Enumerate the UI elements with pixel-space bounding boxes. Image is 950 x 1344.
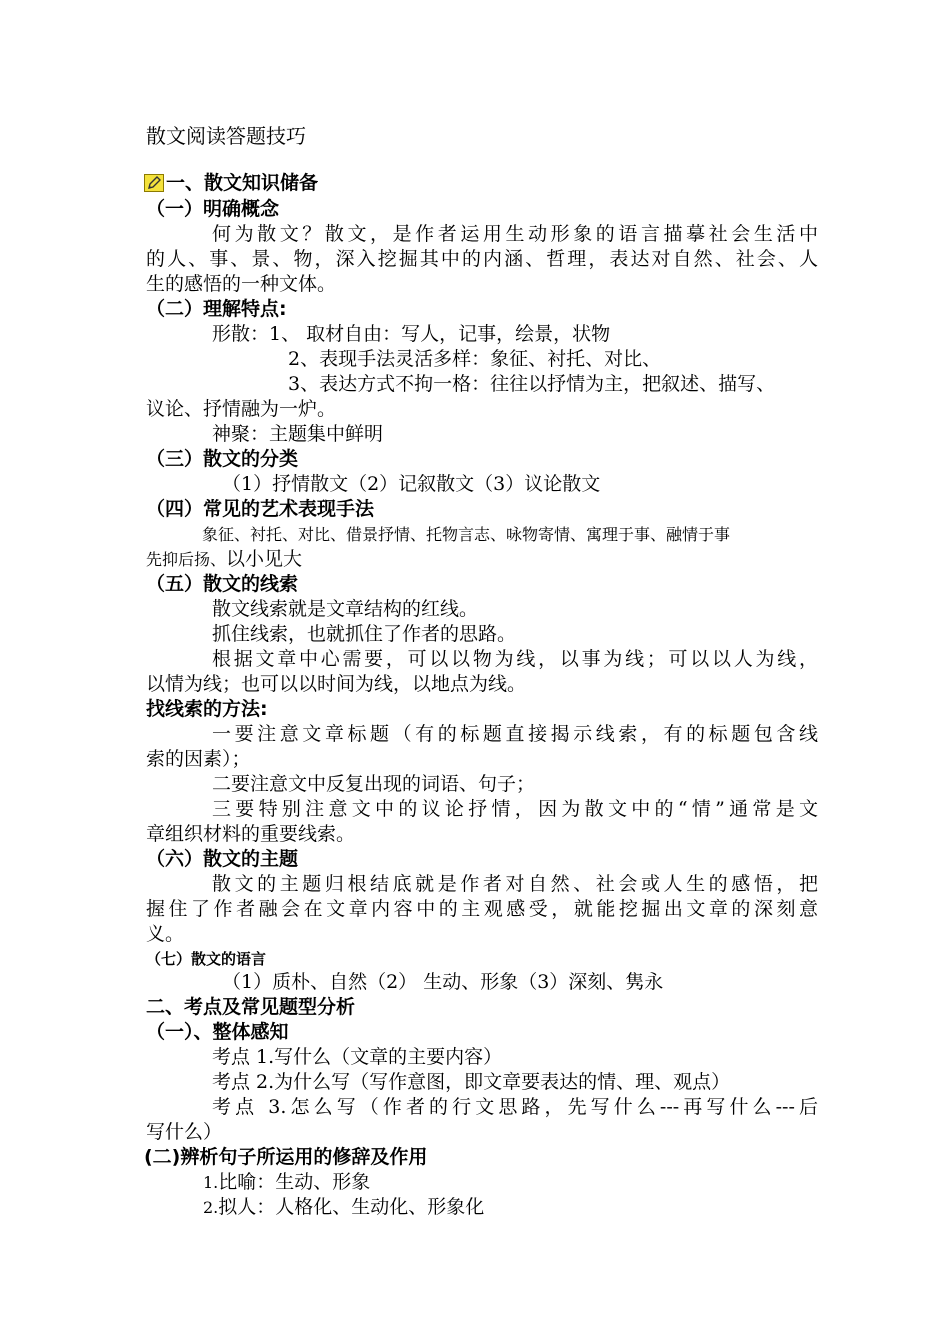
subsection-1-3: （三）散文的分类 [146, 448, 299, 470]
doc-title: 散文阅读答题技巧 [146, 124, 306, 148]
paragraph-line: 考点 2.为什么写（写作意图，即文章要表达的情、理、观点） [212, 1071, 731, 1093]
paragraph-line: 神聚：主题集中鲜明 [212, 423, 384, 445]
paragraph-line: 生的感悟的一种文体。 [146, 273, 337, 295]
paragraph-line: 散文线索就是文章结构的红线。 [212, 598, 479, 620]
paragraph-line: （1）抒情散文（2）记叙散文（3）议论散文 [222, 473, 601, 495]
subsection-2-2: (二)辨析句子所运用的修辞及作用 [144, 1146, 428, 1168]
paragraph-line: 抓住线索，也就抓住了作者的思路。 [212, 623, 517, 645]
paragraph-line: 2、表现手法灵活多样：象征、衬托、对比、 [288, 348, 662, 370]
list-number: 2. [203, 1198, 219, 1217]
paragraph-line: 的人、事、景、物，深入挖掘其中的内涵、哲理，表达对自然、社会、人 [146, 248, 818, 270]
paragraph-line: 握住了作者融会在文章内容中的主观感受，就能挖掘出文章的深刻意 [146, 898, 818, 920]
paragraph-line: 根据文章中心需要，可以以物为线，以事为线；可以以人为线， [212, 648, 818, 670]
paragraph-line: 散文的主题归根结底就是作者对自然、社会或人生的感悟，把 [212, 873, 818, 895]
section-1-heading [144, 171, 318, 196]
paragraph-line: （1）质朴、自然（2） 生动、形象（3）深刻、隽永 [222, 971, 664, 993]
list-item [203, 1195, 484, 1220]
subsection-1-6: （六）散文的主题 [146, 848, 299, 870]
text-run: 先抑后扬、 [146, 550, 227, 569]
list-item [203, 1170, 370, 1195]
paragraph-line: 二要注意文中反复出现的词语、句子； [212, 773, 536, 795]
subsection-1-5: （五）散文的线索 [146, 573, 299, 595]
paragraph-line: 索的因素）； [146, 748, 251, 770]
text-run: 以小见大 [226, 548, 303, 570]
paragraph-line: 一要注意文章标题（有的标题直接揭示线索，有的标题包含线 [212, 723, 818, 745]
paragraph-line: 三要特别注意文中的议论抒情，因为散文中的“情”通常是文 [212, 798, 818, 820]
subsection-2-1: （一）、整体感知 [146, 1021, 289, 1043]
paragraph-line: 考点 1.写什么（文章的主要内容） [212, 1046, 503, 1068]
paragraph-line: 以情为线；也可以以时间为线，以地点为线。 [146, 673, 527, 695]
pencil-note-icon [144, 174, 164, 192]
list-text: 比喻：生动、形象 [218, 1171, 371, 1193]
paragraph-line: 形散：1、 取材自由：写人，记事，绘景，状物 [212, 323, 611, 345]
paragraph-line: 何为散文？散文，是作者运用生动形象的语言描摹社会生活中 [212, 223, 818, 245]
find-clue-heading: 找线索的方法: [146, 698, 268, 720]
subsection-1-7: （七）散文的语言 [146, 950, 267, 968]
list-text: 拟人：人格化、生动化、形象化 [218, 1196, 485, 1218]
list-number: 1. [203, 1173, 219, 1192]
subsection-1-1: （一）明确概念 [146, 198, 280, 220]
paragraph-line: 象征、衬托、对比、借景抒情、托物言志、咏物寄情、寓理于事、融情于事 [202, 525, 731, 544]
paragraph-line: 写什么） [146, 1121, 223, 1143]
section-2-heading: 二、考点及常见题型分析 [146, 996, 356, 1018]
subsection-1-2: （二）理解特点: [146, 298, 287, 320]
section-1-title: 一、散文知识储备 [166, 172, 319, 194]
subsection-1-4: （四）常见的艺术表现手法 [146, 498, 375, 520]
paragraph-line: 议论、抒情融为一炉。 [146, 398, 337, 420]
paragraph-line: 考点 3.怎么写（作者的行文思路，先写什么---再写什么---后 [212, 1096, 818, 1118]
paragraph-line: 3、表达方式不拘一格：往往以抒情为主，把叙述、描写、 [288, 373, 776, 395]
paragraph-line [146, 547, 302, 572]
paragraph-line: 义。 [146, 923, 185, 945]
paragraph-line: 章组织材料的重要线索。 [146, 823, 356, 845]
